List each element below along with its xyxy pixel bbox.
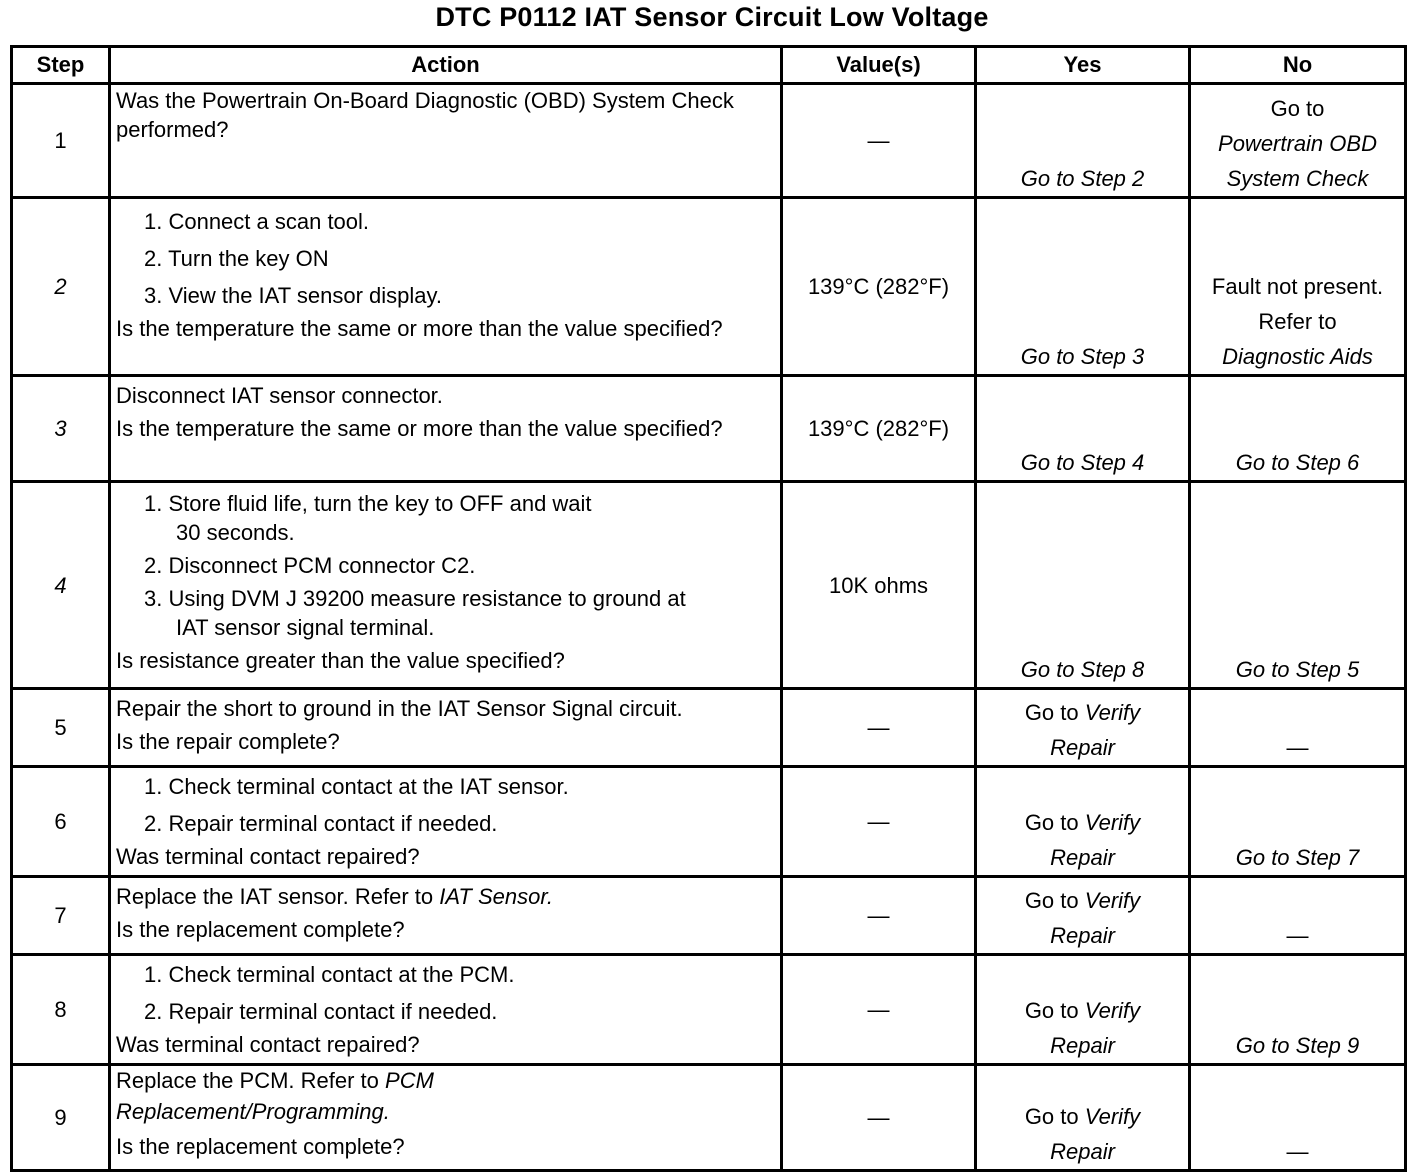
action-line-text: Replace the IAT sensor. Refer to [116,884,434,909]
table-header-row [12,47,1406,84]
step-number: 3 [12,376,110,482]
value-cell [782,767,976,877]
no-link: Powertrain OBD System Check [1218,131,1377,191]
yes-prefix: Go to [1024,1104,1079,1129]
step-number: 2 [12,198,110,376]
yes-prefix: Go to [1024,888,1079,913]
action-cell [110,767,782,877]
yes-link: Verify [1084,998,1141,1023]
no-cell [1190,767,1406,877]
yes-link-continued: Repair [1050,1139,1115,1164]
no-cell [1190,84,1406,198]
action-item: 1. Check terminal contact at the PCM. [144,962,515,987]
action-question: Is the temperature the same or more than the value specified? [116,316,723,341]
no-cell [1190,877,1406,955]
action-line-text: Replace the PCM. Refer to [116,1068,379,1093]
action-cell [110,198,782,376]
step-number: 9 [12,1065,110,1171]
yes-link: Verify [1084,700,1141,725]
no-goto: Go to Step 5 [1235,657,1360,682]
action-question: Is the replacement complete? [116,1134,405,1159]
action-item: 2. Turn the key ON [144,246,329,271]
value-cell [782,84,976,198]
action-reference: PCM [385,1068,434,1093]
action-item: 2. Repair terminal contact if needed. [144,999,498,1024]
value-cell [782,1065,976,1171]
value-text: — [867,809,890,834]
step-number: 4 [12,482,110,689]
action-item: 2. Disconnect PCM connector C2. [144,553,476,578]
action-reference-continued: Replacement/Programming. [116,1099,390,1124]
action-reference: IAT Sensor. [439,884,553,909]
yes-goto: Go to Step 3 [1020,344,1145,369]
value-text: 10K ohms [828,572,929,598]
value-cell [782,689,976,767]
yes-link-continued: Repair [1050,1033,1115,1058]
page-title: DTC P0112 IAT Sensor Circuit Low Voltage [435,2,989,32]
no-goto: Go to Step 6 [1235,450,1360,475]
yes-link: Verify [1084,1104,1141,1129]
yes-cell [976,955,1190,1065]
table-row [12,877,1406,955]
action-cell [110,482,782,689]
action-question: Was terminal contact repaired? [116,844,420,869]
header-step: Step [12,47,110,84]
yes-link-continued: Repair [1050,845,1115,870]
value-cell [782,198,976,376]
action-line [116,878,775,915]
step-number: 7 [12,877,110,955]
value-text: 139°C (282°F) [807,416,950,441]
action-line [116,1066,775,1095]
value-text: — [867,903,890,928]
action-line: Repair the short to ground in the IAT Sensor Signal circuit. [116,696,683,721]
action-item: 3. Using DVM J 39200 measure resistance to ground at [144,586,686,611]
table-row [12,482,1406,689]
table-row [12,767,1406,877]
value-cell [782,482,976,689]
no-dash: — [1286,735,1309,760]
no-cell [1190,482,1406,689]
no-cell [1190,1065,1406,1171]
action-question: Was the Powertrain On-Board Diagnostic (OBD) System Check performed? [116,88,734,142]
value-text: — [867,715,890,740]
action-question: Is the temperature the same or more than the value specified? [116,416,723,441]
yes-goto: Go to Step 8 [1020,657,1145,682]
value-text: — [867,128,890,153]
action-question: Is the repair complete? [116,729,340,754]
yes-link: Verify [1084,810,1141,835]
action-cell [110,689,782,767]
yes-goto: Go to Step 4 [1020,450,1145,475]
no-goto: Go to Step 9 [1235,1033,1360,1058]
header-yes: Yes [976,47,1190,84]
yes-goto: Go to Step 2 [1020,166,1145,191]
header-no: No [1190,47,1406,84]
action-cell [110,1065,782,1171]
yes-cell [976,84,1190,198]
value-cell [782,955,976,1065]
yes-prefix: Go to [1024,810,1079,835]
no-cell [1190,955,1406,1065]
header-values: Value(s) [782,47,976,84]
diagnostic-table [10,45,1407,1172]
header-action: Action [110,47,782,84]
no-dash: — [1286,923,1309,948]
yes-cell [976,877,1190,955]
yes-cell [976,198,1190,376]
step-number: 5 [12,689,110,767]
no-cell [1190,198,1406,376]
action-question: Is the replacement complete? [116,917,405,942]
yes-link-continued: Repair [1050,923,1115,948]
step-number: 6 [12,767,110,877]
yes-link: Verify [1084,888,1141,913]
no-prefix: Fault not present. Refer to [1211,274,1384,334]
table-row [12,955,1406,1065]
action-question: Was terminal contact repaired? [116,1032,420,1057]
no-cell [1190,376,1406,482]
yes-cell [976,482,1190,689]
action-item: 1. Check terminal contact at the IAT sensor. [144,774,569,799]
action-question: Is resistance greater than the value specified? [116,648,565,673]
step-number: 8 [12,955,110,1065]
value-cell [782,877,976,955]
yes-cell [976,689,1190,767]
action-item-continued: IAT sensor signal terminal. [176,615,435,640]
action-cell [110,877,782,955]
yes-prefix: Go to [1024,998,1079,1023]
no-prefix: Go to [1270,96,1325,121]
no-link: Diagnostic Aids [1222,344,1373,369]
value-text: — [867,997,890,1022]
action-cell [110,376,782,482]
step-number: 1 [12,84,110,198]
yes-cell [976,376,1190,482]
value-cell [782,376,976,482]
action-item: 2. Repair terminal contact if needed. [144,811,498,836]
action-line: Disconnect IAT sensor connector. [116,383,443,408]
table-row [12,84,1406,198]
no-goto: Go to Step 7 [1235,845,1360,870]
value-text: 139°C (282°F) [807,274,950,299]
value-text: — [867,1105,890,1130]
action-item: 3. View the IAT sensor display. [144,283,442,308]
yes-cell [976,1065,1190,1171]
action-cell [110,84,782,198]
action-item: 1. Connect a scan tool. [144,209,370,234]
table-row [12,376,1406,482]
table-row [12,689,1406,767]
action-cell [110,955,782,1065]
yes-prefix: Go to [1024,700,1079,725]
action-item: 1. Store fluid life, turn the key to OFF and wait [144,491,592,516]
no-cell [1190,689,1406,767]
table-row [12,1065,1406,1171]
yes-link-continued: Repair [1050,735,1115,760]
no-dash: — [1286,1139,1309,1164]
yes-cell [976,767,1190,877]
action-item-continued: 30 seconds. [176,520,295,545]
table-row [12,198,1406,376]
